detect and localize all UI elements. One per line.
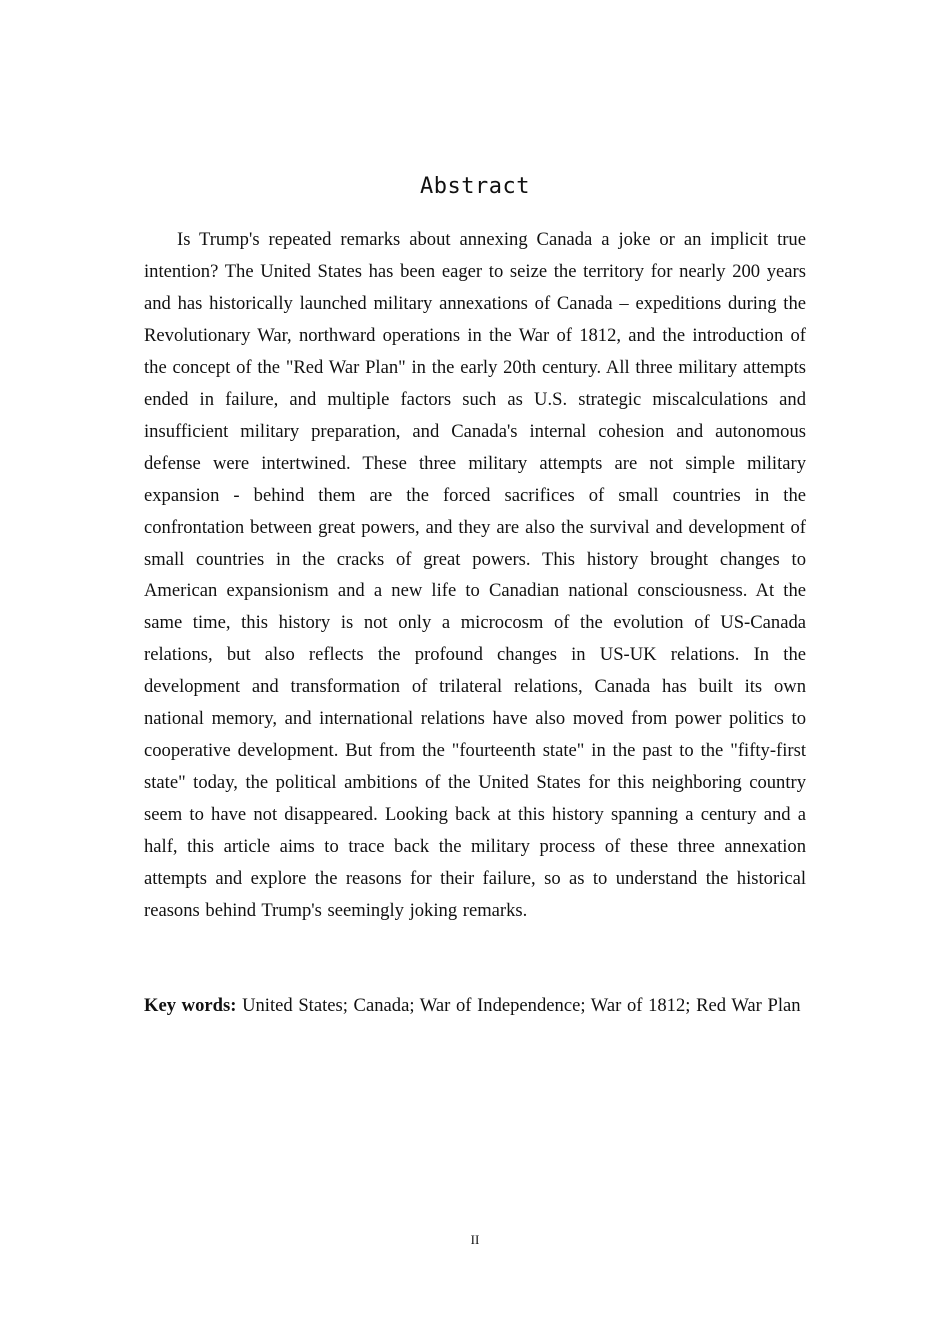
keywords-line	[144, 990, 806, 1022]
abstract-title: Abstract	[420, 174, 530, 199]
page-number: II	[470, 1232, 480, 1247]
abstract-paragraph: Is Trump's repeated remarks about annexing Canada a joke or an implicit true intention? The United States has been eager to seize the territory for nearly 200 years and has historically launched military annexations of Canada – expeditions during the Revolutionary War, northward operations in the War of 1812, and the introduction of the concept of the "Red War Plan" in the early 20th century. All three military attempts ended in failure, and multiple factors such as U.S. strategic miscalculations and insufficient military preparation, and Canada's internal cohesion and autonomous defense were intertwined. These three military attempts are not simple military expansion - behind them are the forced sacrifices of small countries in the confrontation between great powers, and they are also the survival and development of small countries in the cracks of great powers. This history brought changes to American expansionism and a new life to Canadian national consciousness. At the same time, this history is not only a microcosm of the evolution of US-Canada relations, but also reflects the profound changes in US-UK relations. In the development and transformation of trilateral relations, Canada has built its own national memory, and international relations have also moved from power politics to cooperative development. But from the "fourteenth state" in the past to the "fifty-first state" today, the political ambitions of the United States for this neighboring country seem to have not disappeared. Looking back at this history spanning a century and a half, this article aims to trace back the military process of these three annexation attempts and explore the reasons for their failure, so as to understand the historical reasons behind Trump's seemingly joking remarks.	[144, 229, 806, 922]
keywords-label: Key words:	[144, 995, 237, 1016]
keywords-text: United States; Canada; War of Independence; War of 1812; Red War Plan	[242, 995, 801, 1016]
